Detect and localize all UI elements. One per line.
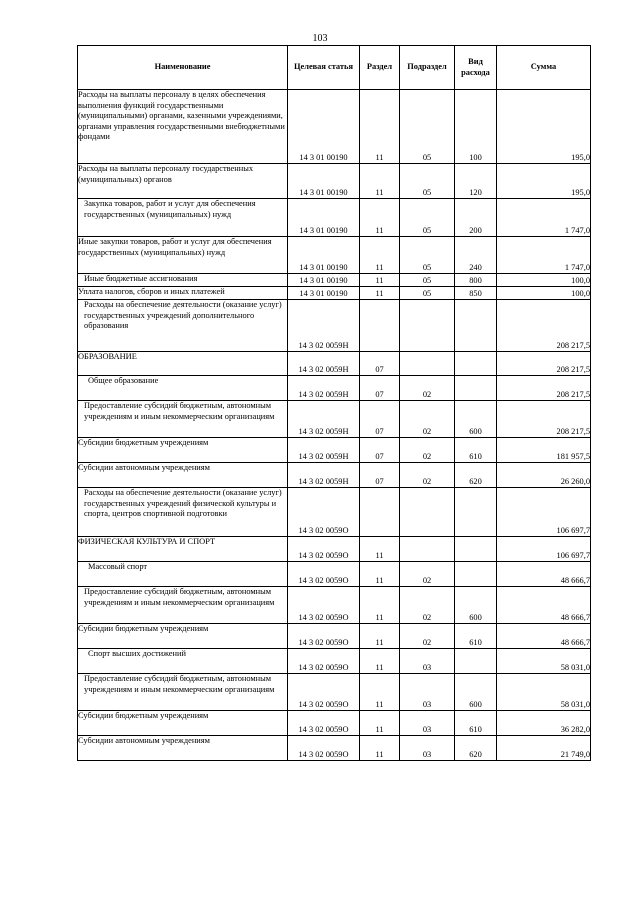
table-row xyxy=(78,164,591,199)
row-section: 07 xyxy=(360,401,400,438)
row-name: Предоставление субсидий бюджетным, автономным учреждениям и иным некоммерческим организациям xyxy=(78,401,288,438)
row-type: 200 xyxy=(455,199,497,237)
row-target: 14 3 02 0059О xyxy=(288,587,360,624)
row-name: Субсидии бюджетным учреждениям xyxy=(78,624,288,649)
row-name: Иные бюджетные ассигнования xyxy=(78,274,288,287)
row-subsection xyxy=(400,488,455,537)
table-row xyxy=(78,711,591,736)
table-row xyxy=(78,90,591,164)
row-subsection: 05 xyxy=(400,237,455,274)
row-subsection: 03 xyxy=(400,736,455,761)
row-type xyxy=(455,562,497,587)
page-number: 103 xyxy=(312,33,328,44)
row-section xyxy=(360,300,400,352)
row-section: 11 xyxy=(360,711,400,736)
table-header-row xyxy=(78,46,591,90)
row-name: Субсидии автономным учреждениям xyxy=(78,463,288,488)
row-name: Субсидии бюджетным учреждениям xyxy=(78,438,288,463)
row-sum: 208 217,5 xyxy=(497,352,591,376)
row-section: 11 xyxy=(360,649,400,674)
row-type: 850 xyxy=(455,287,497,300)
table-row xyxy=(78,674,591,711)
row-section: 07 xyxy=(360,438,400,463)
row-subsection xyxy=(400,300,455,352)
row-type: 600 xyxy=(455,401,497,438)
row-type xyxy=(455,376,497,401)
row-name: ОБРАЗОВАНИЕ xyxy=(78,352,288,376)
row-target: 14 3 02 0059О xyxy=(288,711,360,736)
row-sum: 100,0 xyxy=(497,287,591,300)
row-target: 14 3 02 0059О xyxy=(288,674,360,711)
col-header-subsection: Подраздел xyxy=(400,46,455,90)
row-target: 14 3 02 0059Н xyxy=(288,463,360,488)
row-sum: 48 666,7 xyxy=(497,624,591,649)
row-section: 11 xyxy=(360,90,400,164)
row-section: 11 xyxy=(360,562,400,587)
row-sum: 106 697,7 xyxy=(497,488,591,537)
row-sum: 48 666,7 xyxy=(497,587,591,624)
row-type xyxy=(455,352,497,376)
row-type: 120 xyxy=(455,164,497,199)
row-sum: 100,0 xyxy=(497,274,591,287)
row-target: 14 3 01 00190 xyxy=(288,199,360,237)
row-section: 11 xyxy=(360,587,400,624)
table-row xyxy=(78,274,591,287)
row-target: 14 3 02 0059Н xyxy=(288,401,360,438)
row-target: 14 3 01 00190 xyxy=(288,90,360,164)
col-header-section: Раздел xyxy=(360,46,400,90)
table-row xyxy=(78,463,591,488)
table-row xyxy=(78,649,591,674)
row-section: 11 xyxy=(360,624,400,649)
row-target: 14 3 02 0059Н xyxy=(288,376,360,401)
row-target: 14 3 02 0059О xyxy=(288,624,360,649)
row-section: 11 xyxy=(360,164,400,199)
row-sum: 1 747,0 xyxy=(497,237,591,274)
row-type: 600 xyxy=(455,587,497,624)
row-sum: 1 747,0 xyxy=(497,199,591,237)
row-name: ФИЗИЧЕСКАЯ КУЛЬТУРА И СПОРТ xyxy=(78,537,288,562)
row-name: Расходы на выплаты персоналу государственных (муниципальных) органов xyxy=(78,164,288,199)
table-row xyxy=(78,587,591,624)
row-target: 14 3 02 0059О xyxy=(288,488,360,537)
row-type: 610 xyxy=(455,624,497,649)
row-sum: 208 217,5 xyxy=(497,376,591,401)
table-row xyxy=(78,562,591,587)
row-target: 14 3 01 00190 xyxy=(288,237,360,274)
row-type xyxy=(455,300,497,352)
row-name: Закупка товаров, работ и услуг для обеспечения государственных (муниципальных) нужд xyxy=(78,199,288,237)
row-sum: 181 957,5 xyxy=(497,438,591,463)
row-name: Иные закупки товаров, работ и услуг для обеспечения государственных (муниципальных) нужд xyxy=(78,237,288,274)
row-section: 07 xyxy=(360,352,400,376)
row-sum: 208 217,5 xyxy=(497,401,591,438)
row-subsection: 05 xyxy=(400,199,455,237)
row-subsection xyxy=(400,537,455,562)
table-row xyxy=(78,537,591,562)
table-row xyxy=(78,237,591,274)
row-sum: 26 260,0 xyxy=(497,463,591,488)
row-section: 11 xyxy=(360,736,400,761)
row-type: 240 xyxy=(455,237,497,274)
row-subsection: 05 xyxy=(400,287,455,300)
table-row xyxy=(78,300,591,352)
row-target: 14 3 02 0059О xyxy=(288,562,360,587)
row-subsection: 02 xyxy=(400,463,455,488)
row-name: Субсидии автономным учреждениям xyxy=(78,736,288,761)
table-row xyxy=(78,438,591,463)
row-name: Уплата налогов, сборов и иных платежей xyxy=(78,287,288,300)
row-subsection: 02 xyxy=(400,562,455,587)
row-target: 14 3 02 0059Н xyxy=(288,438,360,463)
row-sum: 36 282,0 xyxy=(497,711,591,736)
row-type: 100 xyxy=(455,90,497,164)
row-type: 610 xyxy=(455,711,497,736)
col-header-type: Вид расхода xyxy=(455,46,497,90)
row-name: Общее образование xyxy=(78,376,288,401)
row-section: 11 xyxy=(360,674,400,711)
col-header-target: Целевая статья xyxy=(288,46,360,90)
row-section: 11 xyxy=(360,537,400,562)
row-name: Субсидии бюджетным учреждениям xyxy=(78,711,288,736)
row-subsection: 02 xyxy=(400,401,455,438)
row-section: 11 xyxy=(360,199,400,237)
row-section: 11 xyxy=(360,287,400,300)
row-sum: 195,0 xyxy=(497,90,591,164)
table-row xyxy=(78,488,591,537)
table-row xyxy=(78,199,591,237)
row-sum: 208 217,5 xyxy=(497,300,591,352)
row-sum: 58 031,0 xyxy=(497,649,591,674)
row-type: 620 xyxy=(455,463,497,488)
row-sum: 106 697,7 xyxy=(497,537,591,562)
row-subsection: 05 xyxy=(400,164,455,199)
row-name: Расходы на обеспечение деятельности (оказание услуг) государственных учреждений дополнительного образования xyxy=(78,300,288,352)
row-subsection: 02 xyxy=(400,438,455,463)
row-section: 07 xyxy=(360,463,400,488)
row-subsection: 03 xyxy=(400,649,455,674)
row-target: 14 3 01 00190 xyxy=(288,274,360,287)
row-type xyxy=(455,488,497,537)
row-subsection: 03 xyxy=(400,674,455,711)
row-sum: 58 031,0 xyxy=(497,674,591,711)
row-sum: 21 749,0 xyxy=(497,736,591,761)
row-subsection: 05 xyxy=(400,274,455,287)
budget-table xyxy=(77,45,591,761)
table-row xyxy=(78,401,591,438)
row-target: 14 3 01 00190 xyxy=(288,164,360,199)
row-type: 620 xyxy=(455,736,497,761)
row-subsection: 03 xyxy=(400,711,455,736)
row-target: 14 3 02 0059Н xyxy=(288,352,360,376)
col-header-sum: Сумма xyxy=(497,46,591,90)
table-row xyxy=(78,287,591,300)
table-row xyxy=(78,376,591,401)
row-type: 610 xyxy=(455,438,497,463)
col-header-name: Наименование xyxy=(78,46,288,90)
row-sum: 48 666,7 xyxy=(497,562,591,587)
table-row xyxy=(78,352,591,376)
row-subsection: 05 xyxy=(400,90,455,164)
row-section: 11 xyxy=(360,274,400,287)
row-name: Расходы на обеспечение деятельности (оказание услуг) государственных учреждений физической культуры и спорта, центров спортивной подготовки xyxy=(78,488,288,537)
row-name: Массовый спорт xyxy=(78,562,288,587)
table-row xyxy=(78,624,591,649)
row-target: 14 3 02 0059О xyxy=(288,537,360,562)
row-subsection: 02 xyxy=(400,624,455,649)
row-name: Предоставление субсидий бюджетным, автономным учреждениям и иным некоммерческим организациям xyxy=(78,587,288,624)
row-target: 14 3 02 0059О xyxy=(288,649,360,674)
row-subsection: 02 xyxy=(400,587,455,624)
row-type xyxy=(455,537,497,562)
row-name: Спорт высших достижений xyxy=(78,649,288,674)
row-type: 800 xyxy=(455,274,497,287)
row-name: Расходы на выплаты персоналу в целях обеспечения выполнения функций государственными (муниципальными) органами, казенными учреждениями, органами управления государственными внебюджетными фондами xyxy=(78,90,288,164)
row-name: Предоставление субсидий бюджетным, автономным учреждениям и иным некоммерческим организациям xyxy=(78,674,288,711)
table-row xyxy=(78,736,591,761)
row-sum: 195,0 xyxy=(497,164,591,199)
row-subsection xyxy=(400,352,455,376)
row-target: 14 3 01 00190 xyxy=(288,287,360,300)
row-type xyxy=(455,649,497,674)
row-section xyxy=(360,488,400,537)
row-target: 14 3 02 0059Н xyxy=(288,300,360,352)
row-target: 14 3 02 0059О xyxy=(288,736,360,761)
row-section: 11 xyxy=(360,237,400,274)
row-subsection: 02 xyxy=(400,376,455,401)
row-section: 07 xyxy=(360,376,400,401)
row-type: 600 xyxy=(455,674,497,711)
